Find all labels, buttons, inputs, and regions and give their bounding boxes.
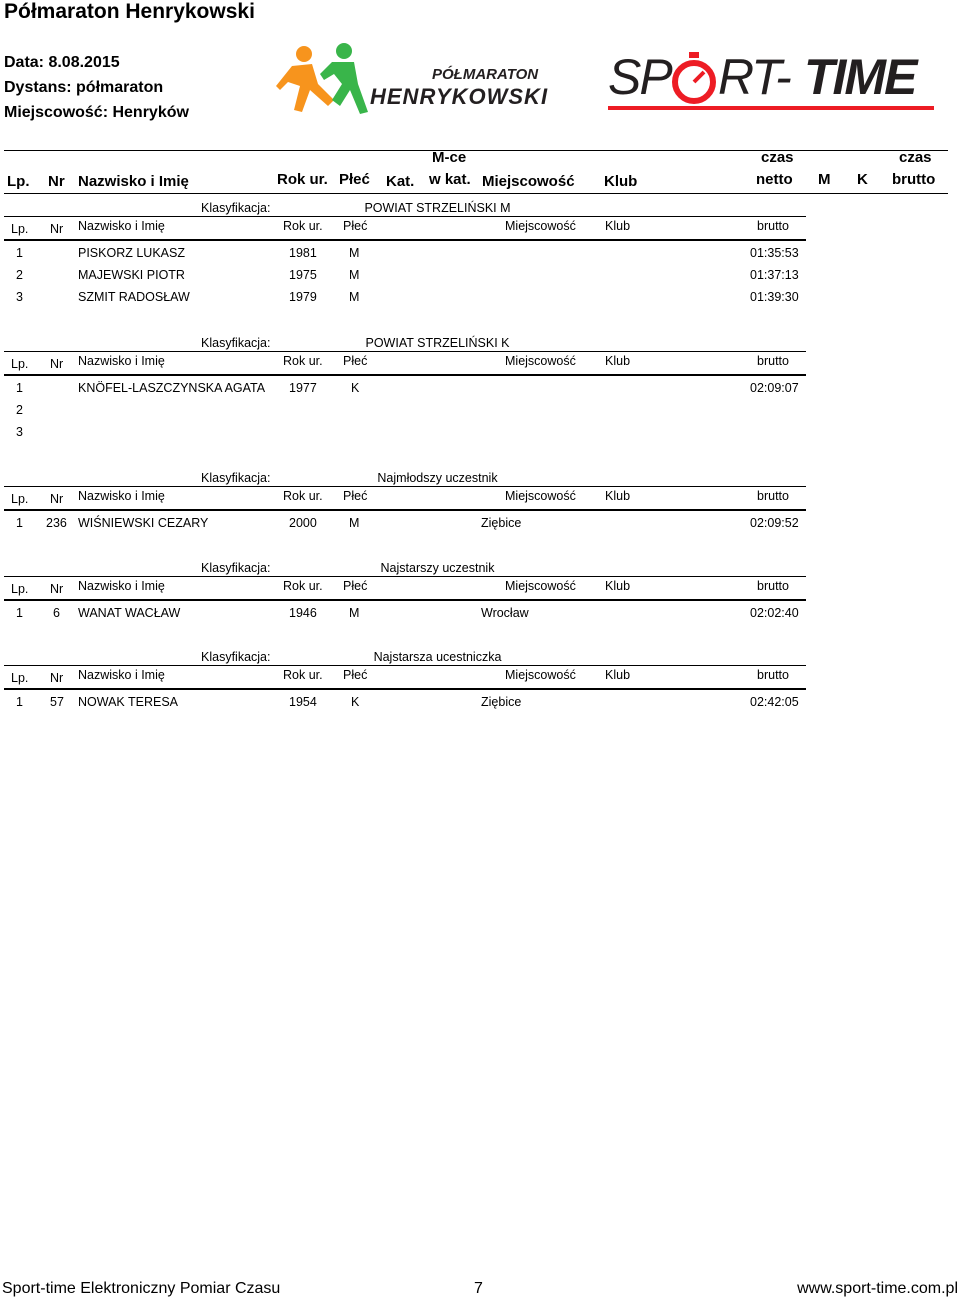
- col-kat: Kat.: [386, 173, 415, 190]
- col-mce-bottom: w kat.: [429, 171, 471, 188]
- sport-time-logo-left: SP: [608, 49, 671, 105]
- row-name: WANAT WACŁAW: [78, 606, 181, 620]
- row-nr: 236: [46, 516, 67, 530]
- section-title: POWIAT STRZELIŃSKI M: [364, 201, 511, 215]
- row-miejscowosc: Ziębice: [481, 516, 522, 530]
- row-lp: 2: [16, 403, 23, 417]
- row-rok: 1954: [289, 695, 317, 709]
- section-rule-bottom: [4, 374, 806, 376]
- sub-name: Nazwisko i Imię: [78, 219, 165, 233]
- col-m: M: [818, 171, 831, 188]
- col-miejscowosc: Miejscowość: [482, 173, 575, 190]
- footer-company: Sport-time Elektroniczny Pomiar Czasu: [2, 1280, 281, 1297]
- sub-name: Nazwisko i Imię: [78, 668, 165, 682]
- sub-lp: Lp.: [11, 222, 29, 236]
- row-plec: M: [349, 606, 360, 620]
- section-title: Najstarsza ucestniczka: [373, 650, 502, 664]
- sub-nr: Nr: [50, 671, 64, 685]
- sub-miejscowosc: Miejscowość: [505, 489, 576, 503]
- section-klasyfikacja-label: Klasyfikacja:: [201, 336, 271, 350]
- sub-plec: Płeć: [343, 354, 368, 368]
- row-brutto: 01:39:30: [750, 290, 799, 304]
- row-plec: M: [349, 516, 360, 530]
- row-lp: 1: [16, 516, 23, 530]
- col-netto-top: czas: [761, 149, 794, 166]
- event-date: Data: 8.08.2015: [4, 54, 120, 71]
- runners-icon: [274, 42, 374, 117]
- sub-miejscowosc: Miejscowość: [505, 219, 576, 233]
- sub-lp: Lp.: [11, 582, 29, 596]
- row-name: SZMIT RADOSŁAW: [78, 290, 190, 304]
- page-title: Półmaraton Henrykowski: [4, 0, 255, 23]
- row-lp: 1: [16, 381, 23, 395]
- event-place: Miejscowość: Henryków: [4, 104, 189, 121]
- row-rok: 1946: [289, 606, 317, 620]
- row-rok: 1977: [289, 381, 317, 395]
- sub-rok: Rok ur.: [283, 354, 323, 368]
- row-rok: 1979: [289, 290, 317, 304]
- event-logo-line2: HENRYKOWSKI: [370, 84, 549, 109]
- col-rok: Rok ur.: [277, 171, 328, 188]
- row-name: PISKORZ LUKASZ: [78, 246, 185, 260]
- row-brutto: 02:09:52: [750, 516, 799, 530]
- row-rok: 2000: [289, 516, 317, 530]
- row-lp: 2: [16, 268, 23, 282]
- col-netto-bottom: netto: [756, 171, 793, 188]
- event-distance: Dystans: półmaraton: [4, 79, 164, 96]
- row-name: MAJEWSKI PIOTR: [78, 268, 185, 282]
- sub-brutto: brutto: [757, 579, 789, 593]
- sub-rok: Rok ur.: [283, 579, 323, 593]
- section-klasyfikacja-label: Klasyfikacja:: [201, 561, 271, 575]
- section-klasyfikacja-label: Klasyfikacja:: [201, 650, 271, 664]
- section-rule-top: [4, 665, 806, 666]
- footer-page-number: 7: [474, 1280, 483, 1297]
- header-top-rule: [4, 150, 948, 151]
- section-rule-top: [4, 351, 806, 352]
- sub-lp: Lp.: [11, 671, 29, 685]
- row-rok: 1975: [289, 268, 317, 282]
- section-rule-bottom: [4, 509, 806, 511]
- stopwatch-icon: [670, 52, 718, 106]
- row-name: KNÖFEL-LASZCZYNSKA AGATA: [78, 381, 266, 395]
- row-brutto: 02:02:40: [750, 606, 799, 620]
- sub-nr: Nr: [50, 582, 64, 596]
- sub-nr: Nr: [50, 492, 64, 506]
- row-miejscowosc: Wrocław: [481, 606, 529, 620]
- sub-miejscowosc: Miejscowość: [505, 668, 576, 682]
- sub-klub: Klub: [605, 668, 631, 682]
- sub-nr: Nr: [50, 357, 64, 371]
- row-lp: 1: [16, 695, 23, 709]
- sub-brutto: brutto: [757, 668, 789, 682]
- row-brutto: 02:42:05: [750, 695, 799, 709]
- sub-klub: Klub: [605, 489, 631, 503]
- sub-name: Nazwisko i Imię: [78, 579, 165, 593]
- sub-plec: Płeć: [343, 489, 368, 503]
- row-brutto: 01:35:53: [750, 246, 799, 260]
- col-brutto-bottom: brutto: [892, 171, 936, 188]
- sub-name: Nazwisko i Imię: [78, 354, 165, 368]
- section-rule-bottom: [4, 599, 806, 601]
- col-name: Nazwisko i Imię: [78, 173, 189, 190]
- row-nr: 6: [53, 606, 60, 620]
- section-title: POWIAT STRZELIŃSKI K: [365, 336, 510, 350]
- sub-plec: Płeć: [343, 579, 368, 593]
- row-lp: 1: [16, 246, 23, 260]
- event-logo-line1: PÓŁMARATON: [432, 66, 539, 83]
- row-plec: M: [349, 290, 360, 304]
- sub-rok: Rok ur.: [283, 489, 323, 503]
- row-lp: 3: [16, 425, 23, 439]
- col-lp: Lp.: [7, 173, 30, 190]
- row-brutto: 01:37:13: [750, 268, 799, 282]
- col-brutto-top: czas: [899, 149, 932, 166]
- sub-klub: Klub: [605, 354, 631, 368]
- col-mce-top: M-ce: [432, 149, 467, 166]
- section-rule-bottom: [4, 239, 806, 241]
- row-lp: 1: [16, 606, 23, 620]
- sub-rok: Rok ur.: [283, 219, 323, 233]
- row-plec: M: [349, 246, 360, 260]
- sub-brutto: brutto: [757, 219, 789, 233]
- col-k: K: [857, 171, 868, 188]
- sport-time-logo-bold: TIME: [804, 49, 916, 105]
- sub-lp: Lp.: [11, 357, 29, 371]
- row-lp: 3: [16, 290, 23, 304]
- row-rok: 1981: [289, 246, 317, 260]
- sport-time-logo-right: RT-: [718, 49, 790, 105]
- sub-miejscowosc: Miejscowość: [505, 354, 576, 368]
- sport-time-logo: [608, 48, 938, 118]
- section-rule-top: [4, 486, 806, 487]
- row-name: WIŚNIEWSKI CEZARY: [78, 516, 209, 530]
- sport-time-logo-underline: [608, 106, 934, 110]
- row-plec: K: [351, 695, 360, 709]
- header-bottom-rule: [4, 193, 948, 194]
- col-plec: Płeć: [339, 171, 370, 188]
- section-title: Najmłodszy uczestnik: [377, 471, 498, 485]
- col-nr: Nr: [48, 173, 65, 190]
- sub-plec: Płeć: [343, 219, 368, 233]
- sub-lp: Lp.: [11, 492, 29, 506]
- section-rule-top: [4, 576, 806, 577]
- sub-name: Nazwisko i Imię: [78, 489, 165, 503]
- row-plec: M: [349, 268, 360, 282]
- row-nr: 57: [50, 695, 64, 709]
- event-logo: [274, 42, 574, 117]
- row-brutto: 02:09:07: [750, 381, 799, 395]
- footer-website: www.sport-time.com.pl: [797, 1280, 958, 1297]
- section-klasyfikacja-label: Klasyfikacja:: [201, 471, 271, 485]
- col-klub: Klub: [604, 173, 638, 190]
- sub-rok: Rok ur.: [283, 668, 323, 682]
- sub-plec: Płeć: [343, 668, 368, 682]
- sub-brutto: brutto: [757, 354, 789, 368]
- section-klasyfikacja-label: Klasyfikacja:: [201, 201, 271, 215]
- sub-nr: Nr: [50, 222, 64, 236]
- section-rule-bottom: [4, 688, 806, 690]
- sub-klub: Klub: [605, 579, 631, 593]
- section-title: Najstarszy uczestnik: [380, 561, 495, 575]
- sub-miejscowosc: Miejscowość: [505, 579, 576, 593]
- sub-brutto: brutto: [757, 489, 789, 503]
- sub-klub: Klub: [605, 219, 631, 233]
- row-plec: K: [351, 381, 360, 395]
- row-name: NOWAK TERESA: [78, 695, 179, 709]
- section-rule-top: [4, 216, 806, 217]
- row-miejscowosc: Ziębice: [481, 695, 522, 709]
